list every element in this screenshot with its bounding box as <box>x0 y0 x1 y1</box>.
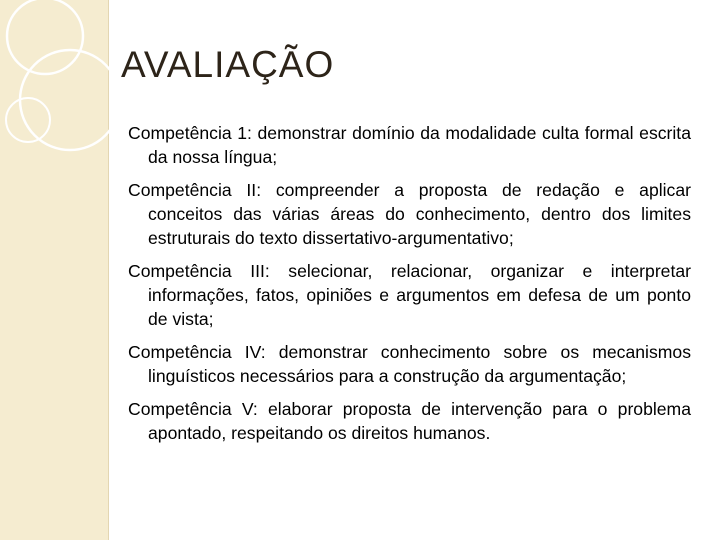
item-label: Competência V: <box>128 399 258 419</box>
list-item <box>128 340 691 388</box>
list-item <box>128 397 691 445</box>
list-item <box>128 121 691 169</box>
item-text: compreender a proposta de redação e aplicar conceitos das várias áreas do conhecimento, dentro dos limites estruturais do texto dissertativo-argumentativo; <box>148 180 691 248</box>
item-label: Competência 1: <box>128 123 252 143</box>
competencies-list <box>128 121 691 454</box>
item-label: Competência II: <box>128 180 262 200</box>
item-text: elaborar proposta de intervenção para o problema apontado, respeitando os direitos humanos. <box>148 399 692 443</box>
circle-decoration-icon <box>0 0 140 170</box>
list-item <box>128 178 691 250</box>
item-label: Competência III: <box>128 261 270 281</box>
page-title: AVALIAÇÃO <box>121 44 335 85</box>
item-label: Competência IV: <box>128 342 266 362</box>
list-item <box>128 259 691 331</box>
item-text: selecionar, relacionar, organizar e interpretar informações, fatos, opiniões e argumentos em defesa de um ponto de vista; <box>148 261 691 329</box>
item-text: demonstrar conhecimento sobre os mecanismos linguísticos necessários para a construção da argumentação; <box>148 342 691 386</box>
item-text: demonstrar domínio da modalidade culta formal escrita da nossa língua; <box>148 123 691 167</box>
